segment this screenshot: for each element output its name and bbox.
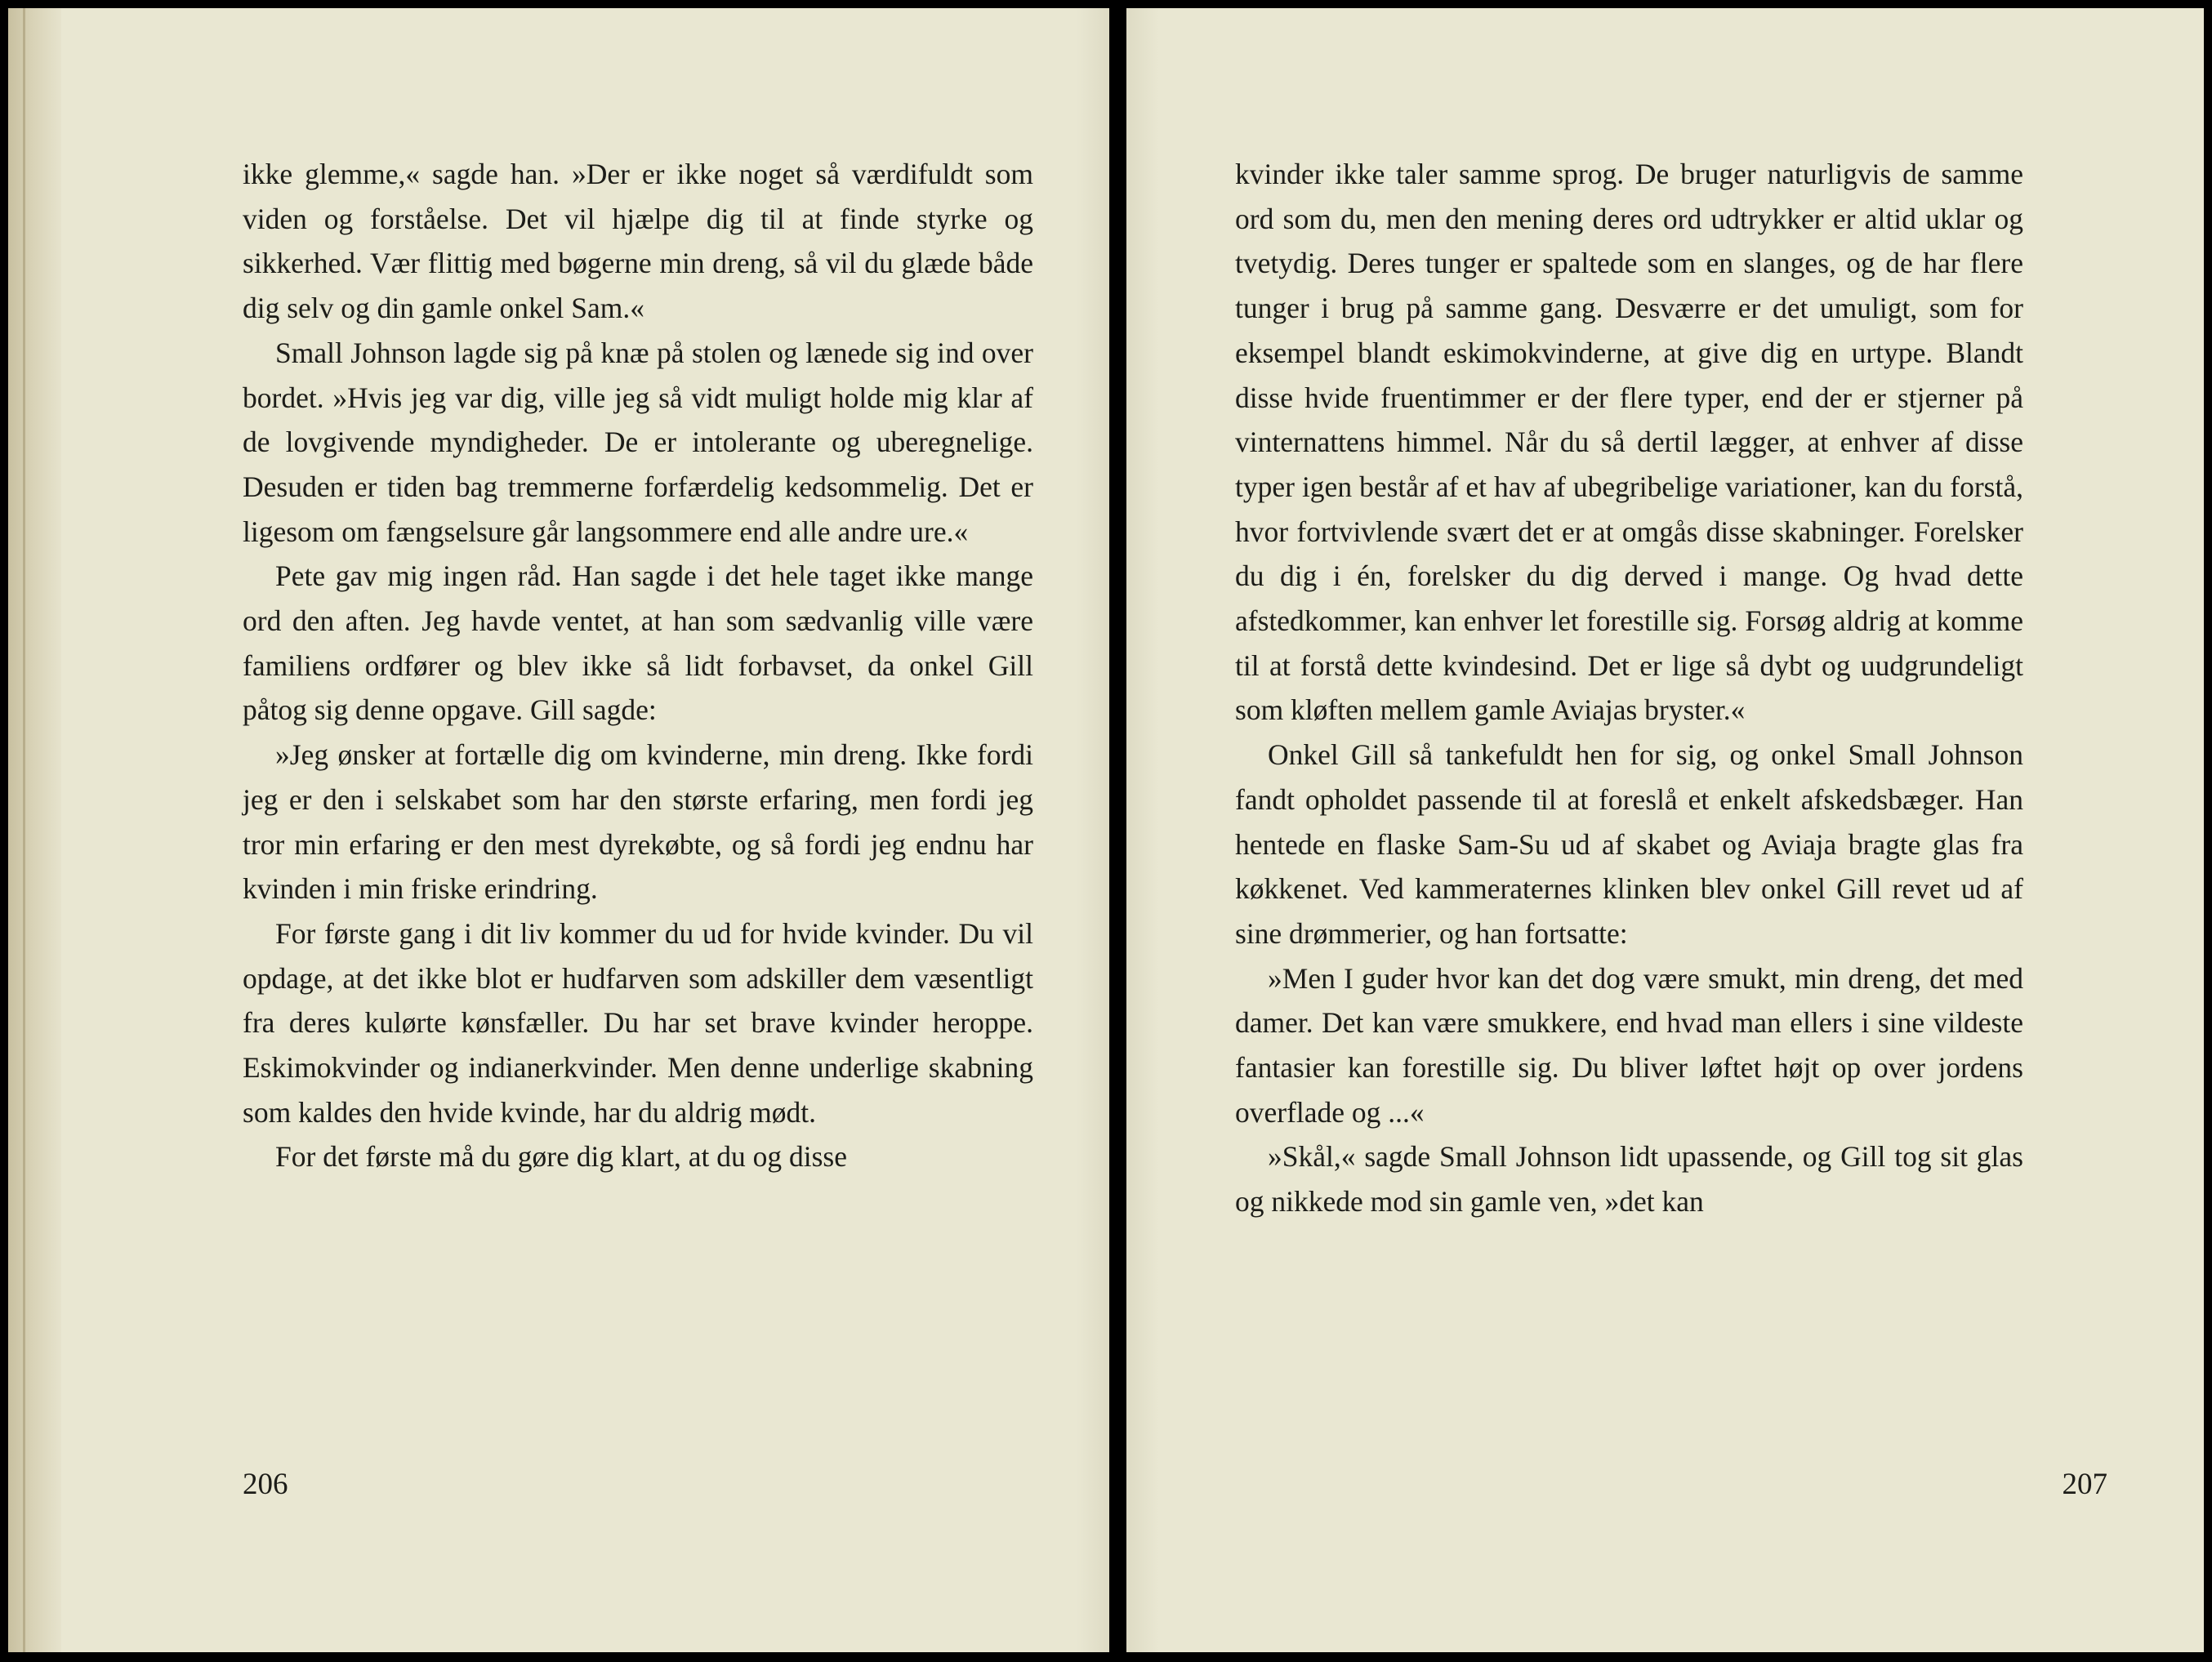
paragraph: Pete gav mig ingen råd. Han sagde i det hele taget ikke mange ord den aften. Jeg havde ventet, at han som sædvanlig ville være familiens ordfører og blev ikke så lidt forbavset, da onkel Gill påtog sig denne opgave. Gill sagde: — [243, 559, 1033, 727]
left-page-text — [243, 152, 1033, 1179]
paragraph: For første gang i dit liv kommer du ud for hvide kvinder. Du vil opdage, at det ikke blot er hudfarven som adskiller dem væsentligt fra deres kulørte kønsfæller. Du har set brave kvinder heroppe. Eskimokvinder og indianerkvinder. Men denne underlige skabning som kaldes den hvide kvinde, har du aldrig mødt. — [243, 916, 1033, 1129]
paragraph: Onkel Gill så tankefuldt hen for sig, og onkel Small Johnson fandt opholdet passende til at foreslå et enkelt afskedsbæger. Han hentede en flaske Sam-Su ud af skabet og Aviaja bragte glas fra køkkenet. Ved kammeraternes klinken blev onkel Gill revet ud af sine drømmerier, og han fortsatte: — [1235, 738, 2023, 950]
page-number: 207 — [2062, 1468, 2107, 1501]
paragraph: »Skål,« sagde Small Johnson lidt upassende, og Gill tog sit glas og nikkede mod sin gamle ven, »det kan — [1235, 1140, 2023, 1219]
right-page-text — [1235, 152, 2023, 1224]
paragraph: »Jeg ønsker at fortælle dig om kvinderne, min dreng. Ikke fordi jeg er den i selskabet som har den største erfaring, men fordi jeg tror min erfaring er den mest dyrekøbte, og så fordi jeg endnu har kvinden i min friske erindring. — [243, 738, 1033, 906]
page-number: 206 — [243, 1468, 288, 1501]
spine-shadow — [1126, 8, 1159, 1652]
left-page — [8, 8, 1109, 1652]
page-edge-stack — [8, 8, 61, 1652]
paragraph: kvinder ikke taler samme sprog. De bruger naturligvis de samme ord som du, men den mening deres ord udtrykker er altid uklar og tvetydig. Deres tunger er spaltede som en slanges, og de har flere tunger i brug på samme gang. Desværre er det umuligt, som for eksempel blandt eskimokvinderne, at give dig en urtype. Blandt disse hvide fruentimmer er der flere typer, end der er stjerner på vinternattens himmel. Når du så dertil lægger, at enhver af disse typer igen består af et hav af ubegribelige variationer, kan du forstå, hvor fortvivlende svært det er at omgås disse skabninger. Forelsker du dig i én, forelsker du dig derved i mange. Og hvad dette afstedkommer, kan enhver let forestille sig. Forsøg aldrig at komme til at forstå dette kvindesind. Det er lige så dybt og uudgrundeligt som kløften mellem gamle Aviajas bryster.« — [1235, 158, 2023, 727]
paragraph: For det første må du gøre dig klart, at du og disse — [275, 1140, 847, 1174]
paragraph: »Men I guder hvor kan det dog være smukt, min dreng, det med damer. Det kan være smukkere, end hvad man ellers i sine vildeste fantasier kan forestille sig. Du bliver løftet højt op over jordens overflade og ...« — [1235, 961, 2023, 1129]
page-edge-line — [23, 8, 25, 1652]
spine-shadow — [1077, 8, 1109, 1652]
right-page — [1126, 8, 2204, 1652]
paragraph: Small Johnson lagde sig på knæ på stolen og lænede sig ind over bordet. »Hvis jeg var dig, ville jeg så vidt muligt holde mig klar af de lovgivende myndigheder. De er intolerante og uberegnelige. Desuden er tiden bag tremmerne forfærdelig kedsommelig. Det er ligesom om fængselsure går langsommere end alle andre ure.« — [243, 336, 1033, 548]
paragraph: ikke glemme,« sagde han. »Der er ikke noget så værdifuldt som viden og forståelse. Det vil hjælpe dig til at finde styrke og sikkerhed. Vær flittig med bøgerne min dreng, så vil du glæde både dig selv og din gamle onkel Sam.« — [243, 158, 1033, 325]
